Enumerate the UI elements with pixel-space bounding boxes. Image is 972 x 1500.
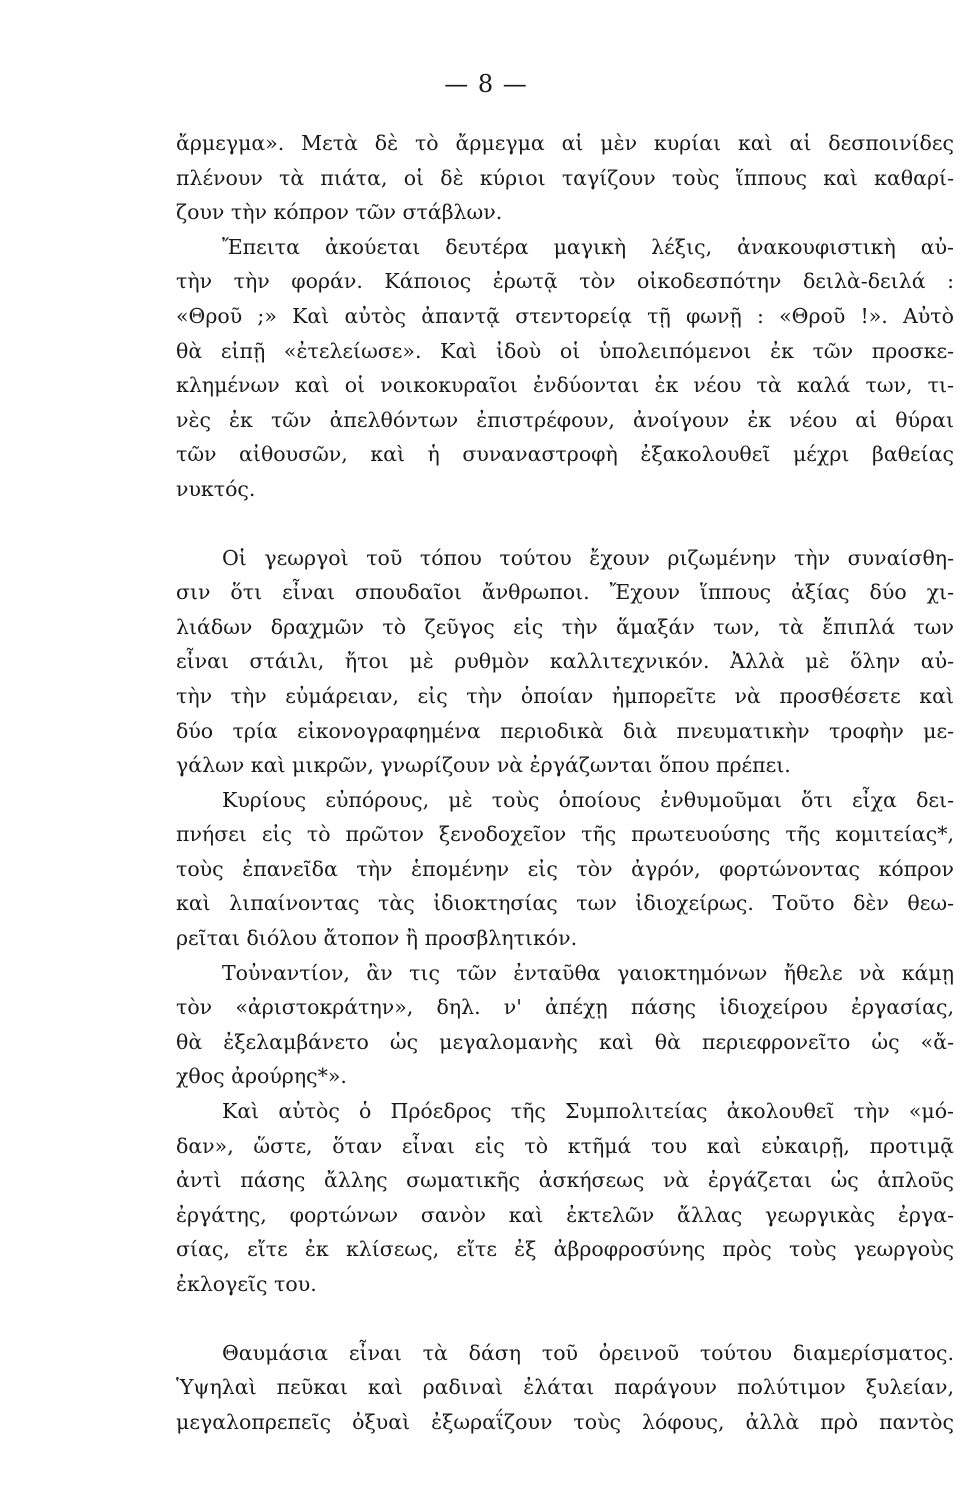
text-line: τοὺς ἐπανεῖδα τὴν ἑπομένην εἰς τὸν ἀγρόν, φορτώνοντας κόπρον	[176, 856, 954, 881]
text-line: σιν ὅτι εἶναι σπουδαῖοι ἄνθρωποι. Ἔχουν ἵππους ἀξίας δύο χι-	[176, 580, 954, 605]
text-line: τὴν τὴν φοράν. Κάποιος ἐρωτᾷ τὸν οἰκοδεσπότην δειλὰ-δειλά :	[176, 269, 954, 294]
text-line: τὸν «ἀριστοκράτην», δηλ. ν' ἀπέχῃ πάσης ἰδιοχείρου ἐργασίας,	[176, 995, 954, 1020]
text-line: Θαυμάσια εἶναι τὰ δάση τοῦ ὀρεινοῦ τούτου διαμερίσματος.	[222, 1340, 954, 1365]
text-line: ζουν τὴν κόπρον τῶν στάβλων.	[176, 200, 503, 225]
body-text	[176, 126, 954, 1439]
text-line: εἶναι στάιλι, ἤτοι μὲ ρυθμὸν καλλιτεχνικόν. Ἀλλὰ μὲ ὅλην αὐ-	[176, 649, 954, 674]
paragraph	[176, 956, 954, 1094]
text-line: ἀντὶ πάσης ἄλλης σωματικῆς ἀσκήσεως νὰ ἐργάζεται ὡς ἁπλοῦς	[176, 1168, 954, 1193]
text-line: ρεῖται διόλου ἄτοπον ἢ προσβλητικόν.	[176, 926, 578, 951]
paragraph	[176, 1336, 954, 1440]
paragraph-gap	[176, 507, 954, 541]
text-line: Καὶ αὐτὸς ὁ Πρόεδρος τῆς Συμπολιτείας ἀκολουθεῖ τὴν «μό-	[222, 1099, 954, 1124]
text-line: νυκτός.	[176, 476, 256, 501]
text-line: ἐκλογεῖς του.	[176, 1272, 317, 1296]
text-line: ἄρμεγμα». Μετὰ δὲ τὸ ἄρμεγμα αἱ μὲν κυρίαι καὶ αἱ δεσποινίδες	[176, 131, 954, 155]
text-line: ἐργάτης, φορτώνων σανὸν καὶ ἐκτελῶν ἄλλας γεωργικὰς ἐργα-	[176, 1202, 954, 1227]
text-line: λιάδων δραχμῶν τὸ ζεῦγος εἰς τὴν ἅμαξάν των, τὰ ἔπιπλά των	[176, 614, 954, 639]
paragraph	[176, 541, 954, 783]
text-line: Τοὐναντίον, ἂν τις τῶν ἐνταῦθα γαιοκτημόνων ἤθελε νὰ κάμῃ	[222, 960, 954, 985]
text-line: τὴν τὴν εὐμάρειαν, εἰς τὴν ὁποίαν ἠμπορεῖτε νὰ προσθέσετε καὶ	[176, 683, 954, 708]
text-line: Οἱ γεωργοὶ τοῦ τόπου τούτου ἔχουν ριζωμένην τὴν συναίσθη-	[222, 545, 954, 570]
text-line: Ἔπειτα ἀκούεται δευτέρα μαγικὴ λέξις, ἀνακουφιστικὴ αὐ-	[222, 234, 954, 259]
paragraph	[176, 783, 954, 956]
text-line: γάλων καὶ μικρῶν, γνωρίζουν νὰ ἐργάζωνται ὅπου πρέπει.	[176, 753, 791, 778]
text-line: πνήσει εἰς τὸ πρῶτον ξενοδοχεῖον τῆς πρωτευούσης τῆς κομιτείας*,	[176, 822, 954, 847]
paragraph	[176, 126, 954, 230]
text-line: δύο τρία εἰκονογραφημένα περιοδικὰ διὰ πνευματικὴν τροφὴν με-	[176, 718, 954, 743]
text-line: καὶ λιπαίνοντας τὰς ἰδιοκτησίας των ἰδιοχείρως. Τοῦτο δὲν θεω-	[176, 891, 954, 916]
paragraph	[176, 1094, 954, 1302]
page-number: — 8 —	[444, 70, 528, 98]
text-line: «Θροῦ ;» Καὶ αὐτὸς ἀπαντᾷ στεντορείᾳ τῇ φωνῇ : «Θροῦ !». Αὐτὸ	[176, 303, 954, 328]
text-line: μεγαλοπρεπεῖς ὀξυαὶ ἐξωραΐζουν τοὺς λόφους, ἀλλὰ πρὸ παντὸς	[176, 1409, 954, 1434]
text-line: τῶν αἰθουσῶν, καὶ ἡ συναναστροφὴ ἐξακολουθεῖ μέχρι βαθείας	[176, 442, 954, 467]
paragraph-gap	[176, 1302, 954, 1336]
text-line: θὰ εἰπῇ «ἐτελείωσε». Καὶ ἰδοὺ οἱ ὑπολειπόμενοι ἐκ τῶν προσκε-	[176, 338, 954, 363]
paragraph	[176, 230, 954, 507]
text-line: Κυρίους εὐπόρους, μὲ τοὺς ὁποίους ἐνθυμοῦμαι ὅτι εἶχα δει-	[222, 787, 954, 812]
text-line: θὰ ἐξελαμβάνετο ὡς μεγαλομανὴς καὶ θὰ περιεφρονεῖτο ὡς «ἄ-	[176, 1029, 954, 1054]
text-line: κλημένων καὶ οἱ νοικοκυραῖοι ἐνδύονται ἐκ νέου τὰ καλά των, τι-	[176, 373, 954, 398]
text-line: χθος ἀρούρης*».	[176, 1064, 347, 1089]
text-line: νὲς ἐκ τῶν ἀπελθόντων ἐπιστρέφουν, ἀνοίγουν ἐκ νέου αἱ θύραι	[176, 407, 954, 432]
text-line: Ὑψηλαὶ πεῦκαι καὶ ραδιναὶ ἐλάται παράγουν πολύτιμον ξυλείαν,	[176, 1375, 954, 1400]
text-line: σίας, εἴτε ἐκ κλίσεως, εἴτε ἐξ ἀβροφροσύνης πρὸς τοὺς γεωργοὺς	[176, 1237, 954, 1262]
text-line: δαν», ὥστε, ὅταν εἶναι εἰς τὸ κτῆμά του καὶ εὐκαιρῇ, προτιμᾷ	[176, 1133, 954, 1158]
text-line: πλένουν τὰ πιάτα, οἱ δὲ κύριοι ταγίζουν τοὺς ἵππους καὶ καθαρί-	[176, 165, 954, 190]
